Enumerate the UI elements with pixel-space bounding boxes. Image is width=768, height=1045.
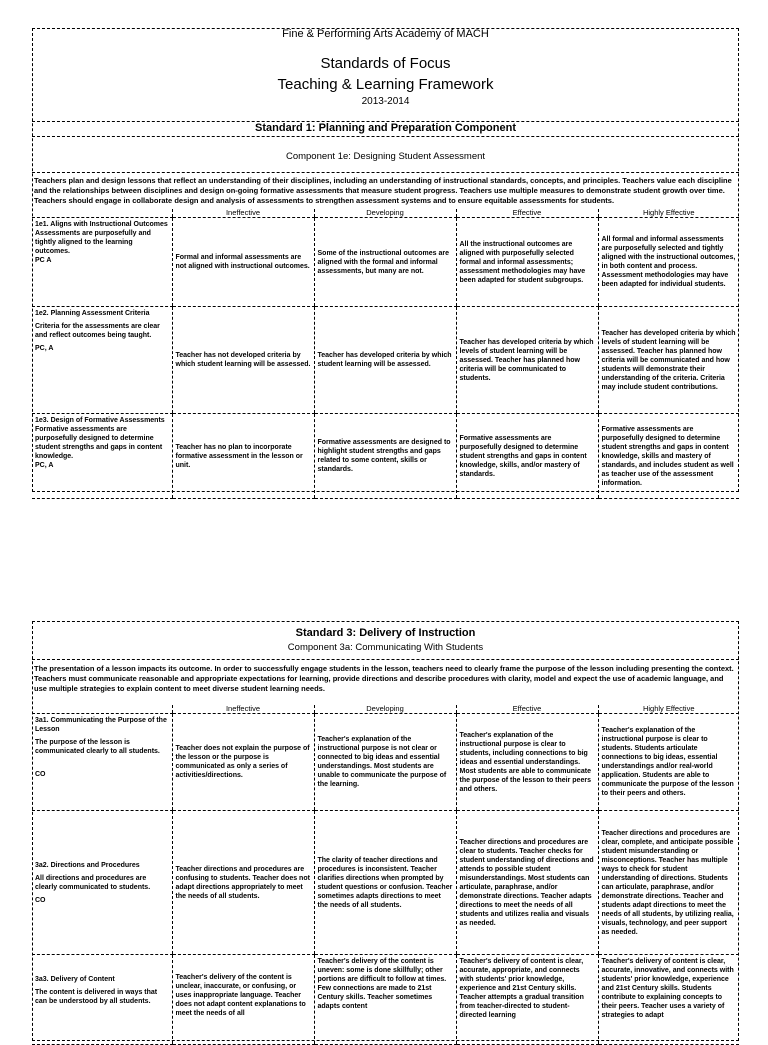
criterion-code: PC A (35, 257, 52, 264)
developing-cell: Formative assessments are designed to highlight student strengths and gaps related to some content, skills or standards. (314, 414, 456, 499)
rubric-header-row (32, 705, 739, 714)
standard-3-intro: The presentation of a lesson impacts its outcome. In order to successfully engage students in the lesson, teachers need to clearly frame the purpose of the lesson including presenting the context. Teachers must communicate reasonable and appropriate expectations for learning, provide directions and describe procedures with clarity, model and expect the use of academic language, and use multiple strategies to explain content to meet diverse student learning needs. (34, 664, 734, 693)
table-row (32, 414, 739, 499)
developing-cell: Some of the instructional outcomes are aligned with the formal and informal assessments, but many are not. (314, 218, 456, 307)
academy-name: Fine & Performing Arts Academy of MACH (282, 28, 489, 40)
rubric-table-1 (32, 209, 739, 499)
criterion-code: PC, A (35, 462, 54, 469)
criterion-description: Criteria for the assessments are clear and reflect outcomes being taught. (35, 323, 160, 339)
effective-cell: Teacher's delivery of content is clear, accurate, appropriate, and connects with students' prior knowledge, experience and 21st Century skills. Teacher attempts a gradual transition from teacher-directed to student-directed learning (456, 955, 598, 1045)
divider (32, 659, 739, 660)
criterion-description: All directions and procedures are clearly communicated to students. (35, 874, 151, 891)
criterion-title: 3a3. Delivery of Content (35, 976, 115, 983)
table-row (32, 955, 739, 1045)
ineffective-cell: Teacher has not developed criteria by which student learning will be assessed. (172, 307, 314, 414)
column-header-effective: Effective (456, 705, 598, 714)
column-header (32, 705, 172, 714)
divider (32, 136, 739, 137)
criterion-code: PC, A (35, 345, 54, 352)
ineffective-cell: Formal and informal assessments are not aligned with instructional outcomes. (172, 218, 314, 307)
criterion-title: 1e3. Design of Formative Assessments (35, 417, 165, 424)
developing-cell: Teacher has developed criteria by which student learning will be assessed. (314, 307, 456, 414)
doc-year: 2013-2014 (361, 96, 410, 107)
table-row (32, 714, 739, 811)
highly-effective-cell: Teacher directions and procedures are clear, complete, and anticipate possible student misunderstanding or misconceptions. Teacher has multiple ways to check for student understanding of directions. Students can articulate, paraphrase, and/or demonstrate directions. Teacher and students adapt directions to meet the needs of all students, by utilizing realia, visuals, technology, and peer support as needed. (598, 811, 739, 955)
component-3a-title: Component 3a: Communicating With Students (287, 642, 484, 653)
effective-cell: Teacher directions and procedures are clear to students. Teacher checks for student understanding of directions and attends to possible student misunderstandings. Most students can articulate, paraphrase, and/or demonstrate directions. Teacher adapts directions to meet the needs of all students and utilizes realia and visuals as needed. (456, 811, 598, 955)
column-header-highly-effective: Highly Effective (598, 705, 739, 714)
table-row (32, 307, 739, 414)
column-header (32, 209, 172, 218)
column-header-ineffective: Ineffective (172, 209, 314, 218)
column-header-developing: Developing (314, 209, 456, 218)
criterion-description: Formative assessments are purposefully designed to determine student strengths and gaps in content knowledge. (35, 426, 163, 460)
effective-cell: All the instructional outcomes are aligned with purposefully selected formal and informal assessments; assessment methodologies may have been adapted for student subgroups. (456, 218, 598, 307)
developing-cell: Teacher's explanation of the instructional purpose is not clear or connected to big ideas and essential understandings. Most students are unable to communicate the purpose of the learning. (314, 714, 456, 811)
column-header-effective: Effective (456, 209, 598, 218)
ineffective-cell: Teacher's delivery of the content is unclear, inaccurate, or confusing, or uses inappropriate language. Teacher does not adapt content explanations to meet the needs of all (172, 955, 314, 1045)
standard-1-intro: Teachers plan and design lessons that reflect an understanding of their disciplines, including an understanding of instructional standards, concepts, and principles. Teachers value each discipline and the relationships between disciplines and design on-going formative assessments that measure student progress. Teachers use multiple measures to demonstrate student growth over time. Teachers should engage in collaborate design and analysis of assessments to strengthen assessment systems and to ensure equitable assessments for students. (34, 176, 732, 205)
highly-effective-cell: All formal and informal assessments are purposefully selected and tightly aligned with the instructional outcomes, in both content and process. Assessment methodologies may have been adapted for individual students. (598, 218, 739, 307)
criterion-title: 1e2. Planning Assessment Criteria (35, 310, 150, 317)
criterion-cell (32, 414, 172, 499)
developing-cell: The clarity of teacher directions and procedures is inconsistent. Teacher clarifies directions when prompted by student questions or confusion. Teacher sometimes adapts directions to meet the needs of all students. (314, 811, 456, 955)
criterion-title: 1e1. Aligns with Instructional Outcomes (35, 221, 168, 228)
effective-cell: Formative assessments are purposefully designed to determine student strengths and gaps in content knowledge, skills, and/or mastery of standards. (456, 414, 598, 499)
effective-cell: Teacher has developed criteria by which levels of student learning will be assessed. Teacher has planned how criteria will be communicated to students. (456, 307, 598, 414)
criterion-cell (32, 307, 172, 414)
standard-3-title: Standard 3: Delivery of Instruction (295, 627, 476, 639)
criterion-description: Assessments are purposefully and tightly aligned to the learning outcomes. (35, 230, 151, 255)
criterion-title: 3a2. Directions and Procedures (35, 861, 140, 869)
developing-cell: Teacher's delivery of the content is uneven: some is done skillfully; other portions are difficult to follow at times. Few connections are made to 21st Century skills. Teacher sometimes adapts content (314, 955, 456, 1045)
criterion-code: CO (35, 896, 46, 904)
ineffective-cell: Teacher has no plan to incorporate formative assessment in the lesson or unit. (172, 414, 314, 499)
criterion-cell (32, 955, 172, 1045)
column-header-highly-effective: Highly Effective (598, 209, 739, 218)
column-header-developing: Developing (314, 705, 456, 714)
table-row (32, 218, 739, 307)
criterion-cell (32, 218, 172, 307)
ineffective-cell: Teacher directions and procedures are confusing to students. Teacher does not adapt directions appropriately to meet the needs of all students. (172, 811, 314, 955)
divider (32, 172, 739, 173)
table-row (32, 811, 739, 955)
criterion-description: The purpose of the lesson is communicated clearly to all students. (35, 739, 160, 755)
doc-title-line1: Standards of Focus (320, 55, 451, 72)
rubric-table-2 (32, 705, 739, 1045)
highly-effective-cell: Teacher's delivery of content is clear, accurate, innovative, and connects with students' prior knowledge, experience and 21st Century skills. Students contribute to explaining concepts to their peers. Teacher uses a variety of strategies to adapt (598, 955, 739, 1045)
highly-effective-cell: Teacher has developed criteria by which levels of student learning will be assessed. Teacher has planned how criteria will be communicated and how students will demonstrate their understanding of the criteria. Criteria may include student contributions. (598, 307, 739, 414)
standard-1-title: Standard 1: Planning and Preparation Component (255, 122, 516, 134)
rubric-header-row (32, 209, 739, 218)
column-header-ineffective: Ineffective (172, 705, 314, 714)
criterion-cell (32, 811, 172, 955)
criterion-title: 3a1. Communicating the Purpose of the Lesson (35, 717, 167, 733)
effective-cell: Teacher's explanation of the instructional purpose is clear to students, including connections to big ideas and essential understandings. Most students are able to communicate the purpose of the lesson to their peers and others. (456, 714, 598, 811)
criterion-cell (32, 714, 172, 811)
component-1e-title: Component 1e: Designing Student Assessment (285, 151, 486, 162)
criterion-code: CO (35, 771, 46, 778)
ineffective-cell: Teacher does not explain the purpose of the lesson or the purpose is communicated as only a series of activities/directions. (172, 714, 314, 811)
highly-effective-cell: Teacher's explanation of the instructional purpose is clear to students. Students articulate connections to big ideas, essential understandings and/or real-world application. Students are able to communicate the purpose of the lesson to their peers and others. (598, 714, 739, 811)
criterion-description: The content is delivered in ways that can be understood by all students. (35, 989, 158, 1005)
doc-title-line2: Teaching & Learning Framework (277, 76, 494, 93)
highly-effective-cell: Formative assessments are purposefully designed to determine student strengths and gaps in content knowledge, skills and mastery of standards, and includes student as well as teacher use of the assessment information. (598, 414, 739, 499)
